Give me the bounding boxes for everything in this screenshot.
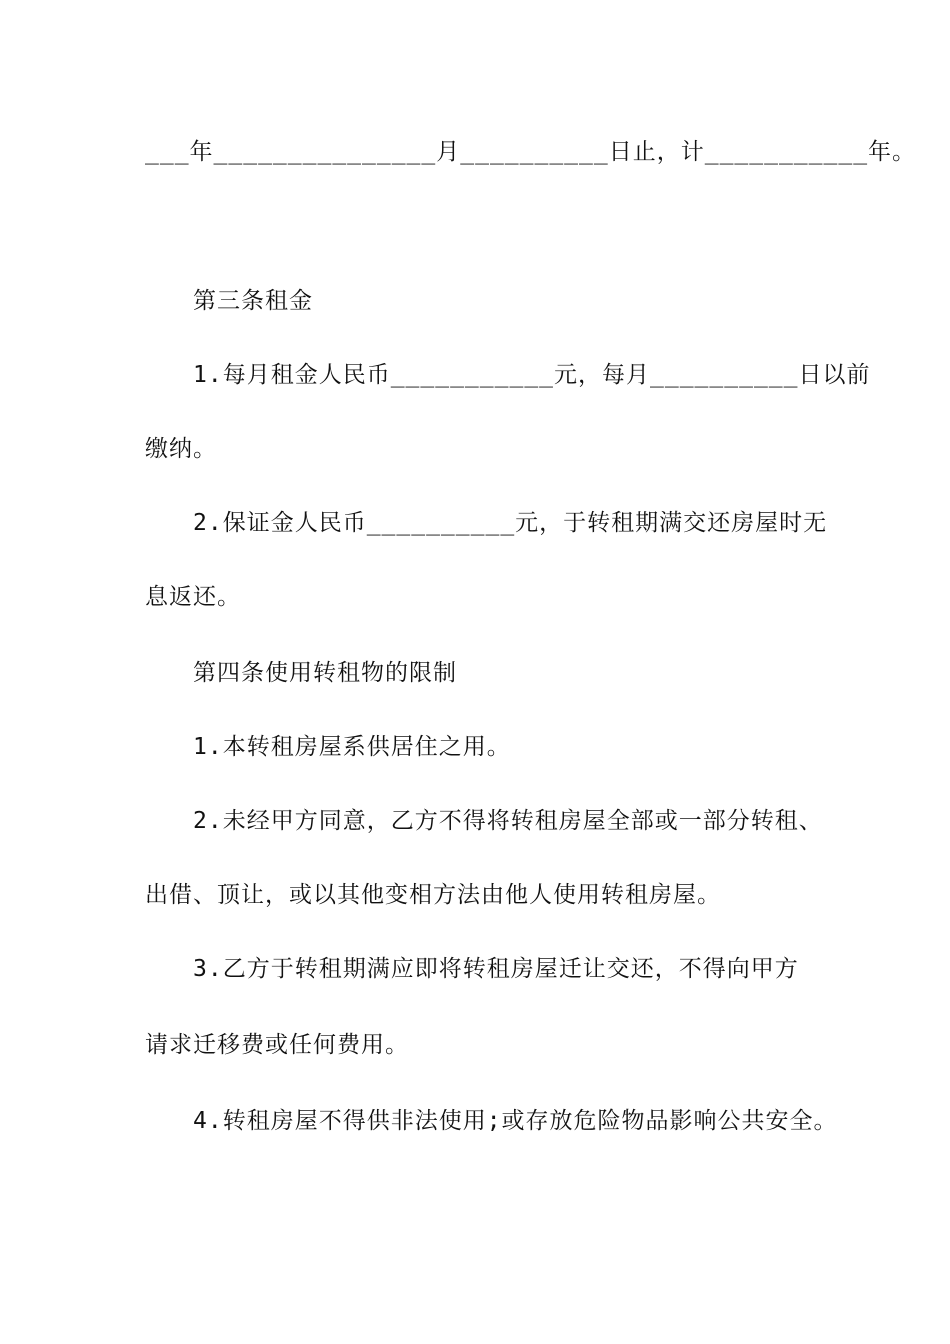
monthly-rent-clause: 1.每月租金人民币___________元，每月__________日以前 bbox=[193, 362, 871, 388]
article-three-heading: 第三条租金 bbox=[193, 288, 313, 314]
deposit-clause: 2.保证金人民币__________元，于转租期满交还房屋时无 bbox=[193, 510, 828, 536]
deposit-clause-continued: 息返还。 bbox=[145, 584, 241, 610]
use-restriction-clause-1: 1.本转租房屋系供居住之用。 bbox=[193, 734, 511, 760]
monthly-rent-clause-continued: 缴纳。 bbox=[145, 436, 217, 462]
use-restriction-clause-3-continued: 请求迁移费或任何费用。 bbox=[145, 1032, 409, 1058]
use-restriction-clause-3: 3.乙方于转租期满应即将转租房屋迁让交还，不得向甲方 bbox=[193, 956, 799, 982]
lease-term-line: ___年_______________月__________日止，计___________年。 bbox=[145, 139, 917, 165]
article-four-heading: 第四条使用转租物的限制 bbox=[193, 660, 457, 686]
use-restriction-clause-2: 2.未经甲方同意，乙方不得将转租房屋全部或一部分转租、 bbox=[193, 808, 823, 834]
use-restriction-clause-2-continued: 出借、顶让，或以其他变相方法由他人使用转租房屋。 bbox=[145, 882, 721, 908]
use-restriction-clause-4: 4.转租房屋不得供非法使用;或存放危险物品影响公共安全。 bbox=[193, 1108, 838, 1134]
